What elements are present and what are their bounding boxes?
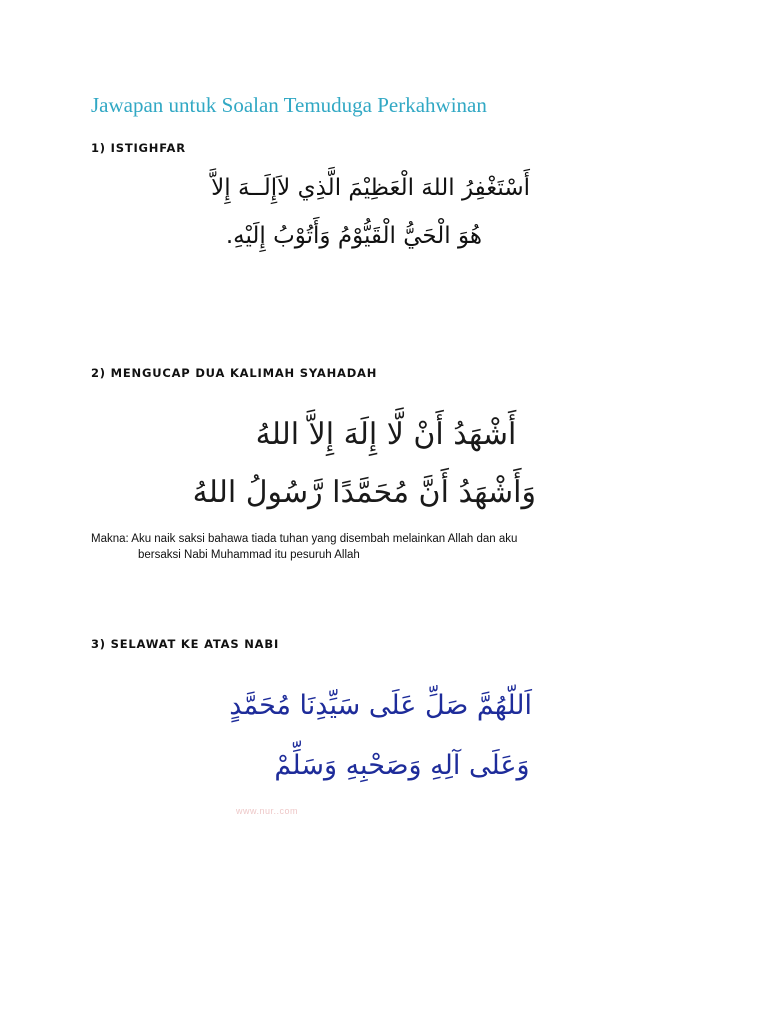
section-heading-istighfar: 1) ISTIGHFAR: [91, 141, 186, 155]
arabic-line: وَأَشْهَدُ أَنَّ مُحَمَّدًا رَّسُولُ اللهُ: [192, 475, 536, 510]
meaning-line: bersaksi Nabi Muhammad itu pesuruh Allah: [138, 549, 360, 561]
section-heading-selawat: 3) SELAWAT KE ATAS NABI: [91, 637, 280, 651]
arabic-line: أَشْهَدُ أَنْ لَّا إِلَهَ إِلاَّ اللهُ: [255, 417, 517, 452]
arabic-line: اَللّهُمَّ صَلِّ عَلَى سَيِّدِنَا مُحَمَّدٍ: [229, 690, 532, 721]
syahadah-arabic-text: [192, 406, 536, 526]
document-title: Jawapan untuk Soalan Temuduga Perkahwinan: [91, 93, 487, 117]
selawat-arabic-text: [229, 676, 532, 821]
istighfar-arabic-text: [211, 164, 530, 264]
meaning-paragraph: [91, 531, 611, 563]
image-watermark: www.nur..com: [236, 806, 299, 816]
meaning-line: Makna: Aku naik saksi bahawa tiada tuhan yang disembah melainkan Allah dan aku: [91, 533, 518, 545]
arabic-line: أَسْتَغْفِرُ اللهَ الْعَظِيْمَ الَّذِي لاَإِلَــهَ إِلاَّ: [211, 175, 530, 201]
arabic-line: هُوَ الْحَيُّ الْقَيُّوْمُ وَأَتُوْبُ إِلَيْهِ.: [225, 223, 482, 249]
section-heading-syahadah: 2) MENGUCAP DUA KALIMAH SYAHADAH: [91, 366, 378, 380]
arabic-line: وَعَلَى آلِهِ وَصَحْبِهِ وَسَلِّمْ: [274, 750, 530, 781]
